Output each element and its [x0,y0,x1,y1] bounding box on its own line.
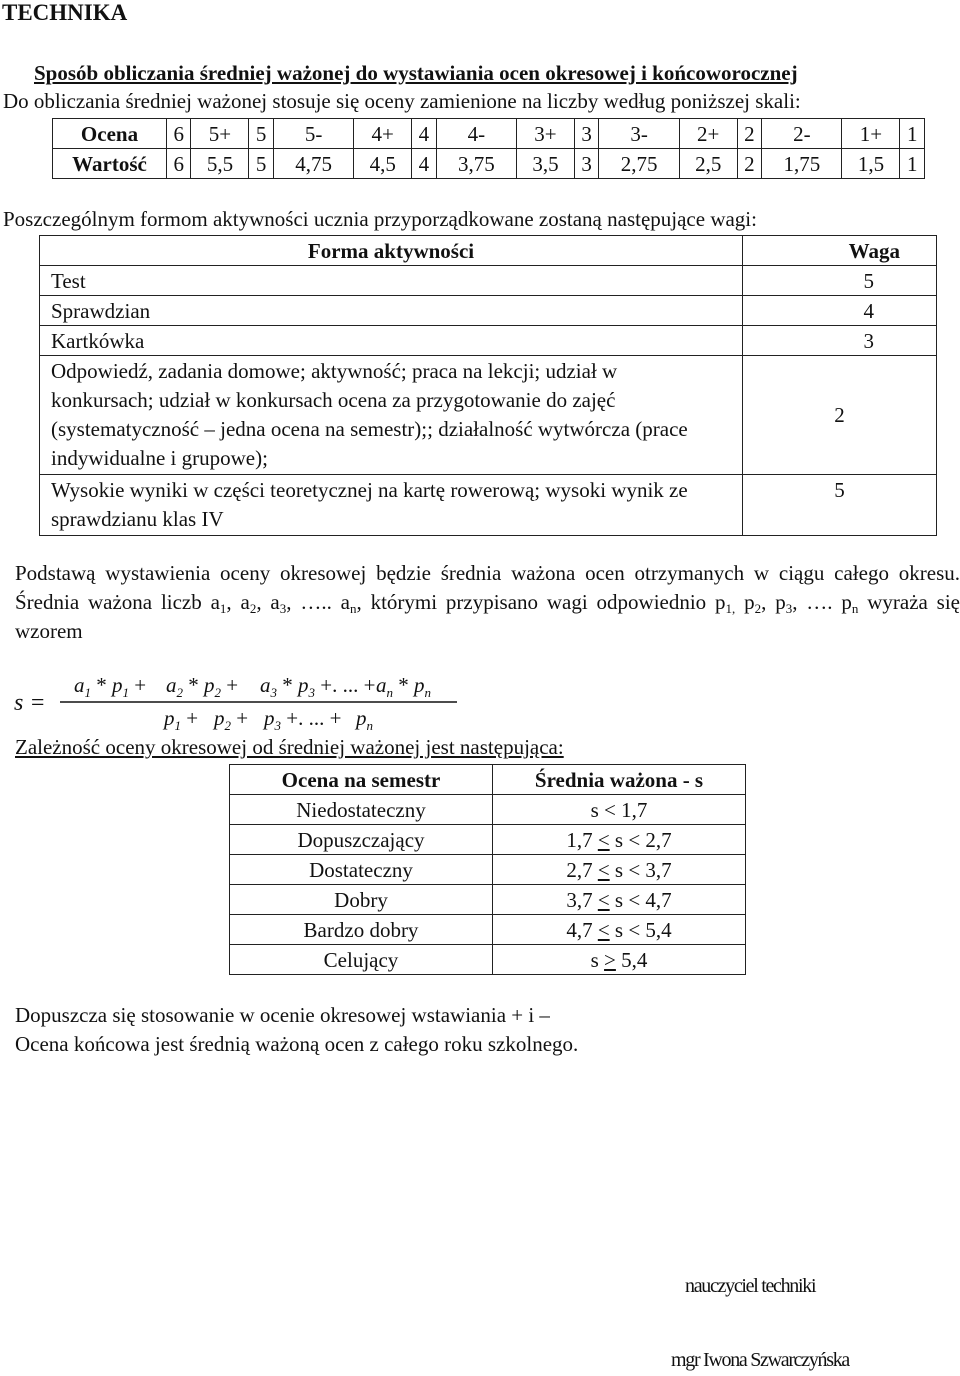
header-form: Forma aktywności [40,236,743,266]
weights-intro-text: Poszczególnym formom aktywności ucznia przyporządkowane zostaną następujące wagi: [3,207,757,231]
value-cell: 1,5 [842,149,900,179]
grade-name-cell: Niedostateczny [230,795,493,825]
para-text: , którymi przypisano wagi odpowiednio p [356,590,726,614]
table-row [230,915,746,945]
value-cell: 5,5 [191,149,249,179]
header-grade: Ocena na semestr [230,765,493,795]
range-symbol: > [604,947,616,972]
value-cell: 4,5 [354,149,412,179]
weight-cell: 5 [743,266,937,296]
para-text: Podstawą wystawienia oceny okresowej będzie średnia ważona ocen otrzymanych w ciągu całego okresu. Średnia ważona liczb a [15,561,960,614]
range-text: 2,7 [566,857,598,882]
table-row [40,356,937,475]
para-subscript: 1 [219,601,227,616]
range-cell [493,945,746,975]
range-symbol: < [597,887,610,912]
grades-intro-text: Zależność oceny okresowej od średniej ważonej jest następująca: [15,735,564,759]
table-row [230,855,746,885]
grade-cell: 4- [436,119,516,149]
value-cell: 6 [167,149,191,179]
value-cell: 3,5 [516,149,574,179]
signature-name: mgr Iwona Szwarczyńska [671,1349,849,1371]
value-row-header: Wartość [53,149,167,179]
term-text: $a_3 * p_3$ +. ... + [260,673,376,700]
grade-cell: 4+ [354,119,412,149]
numerator-term [166,673,238,700]
denominator-term [162,706,198,732]
numerator-term [260,673,375,700]
denominator-term [262,706,341,732]
para-subscript: 3 [785,601,793,616]
grade-name-cell: Celujący [230,945,493,975]
value-cell: 1 [900,149,925,179]
term-text: $a_2 * p_2$ + [166,673,239,700]
para-subscript: n [349,601,357,616]
formula-intro-paragraph [15,559,960,646]
para-subscript: n [851,601,859,616]
value-cell: 4,75 [273,149,353,179]
note-plus-minus: Dopuszcza się stosowanie w ocenie okresowej wstawiania + i – [15,1003,550,1027]
signature-role: nauczyciel techniki [685,1275,816,1297]
range-symbol: < [597,857,610,882]
grade-cell: 1+ [842,119,900,149]
range-text: 4,7 [566,917,598,942]
grade-name-cell: Dobry [230,885,493,915]
range-cell [493,825,746,855]
para-text: wyraża się wzorem [15,590,960,643]
term-text: $a_n * p_n$ [376,673,431,700]
grade-cell: 1 [900,119,925,149]
form-cell: Kartkówka [40,326,743,356]
para-text: , a [256,590,280,614]
range-text: 1,7 [566,827,598,852]
value-cell: 2,5 [679,149,737,179]
formula-lhs: s = [14,690,46,716]
range-text: s [590,947,605,972]
grade-cell: 5 [249,119,273,149]
value-cell: 1,75 [762,149,842,179]
grade-cell: 2- [762,119,842,149]
weights-table [39,235,937,536]
grade-name-cell: Dopuszczający [230,825,493,855]
range-text: s < 1,7 [590,797,648,822]
range-text: s < 4,7 [609,887,672,912]
table-header-row [40,236,937,266]
table-row [40,296,937,326]
value-cell: 3 [574,149,598,179]
value-cell: 4 [412,149,436,179]
range-symbol: < [597,917,610,942]
denominator-term [212,706,248,732]
grade-scale-table [52,118,925,179]
grade-cell: 2+ [679,119,737,149]
para-subscript: 1, [725,601,736,616]
grade-cell: 3- [599,119,679,149]
table-row [230,945,746,975]
term-text: $p_n$ [356,706,373,732]
weight-cell: 5 [743,475,937,536]
scale-intro-text: Do obliczania średniej ważonej stosuje się oceny zamienione na liczby według poniższej skali: [3,89,801,113]
value-cell: 3,75 [436,149,516,179]
value-cell: 2,75 [599,149,679,179]
weight-cell: 2 [743,356,937,475]
note-final-grade: Ocena końcowa jest średnią ważoną ocen z całego roku szkolnego. [15,1032,579,1056]
range-cell [493,855,746,885]
table-row [230,825,746,855]
term-text: $p_3$ +. ... + [264,706,342,732]
formula-denominator [162,706,373,732]
formula-numerator [74,673,431,700]
section-title: Sposób obliczania średniej ważonej do wystawiania ocen okresowej i końcoworocznej [34,61,798,85]
para-text: , …. p [792,590,852,614]
grade-row-header: Ocena [53,119,167,149]
range-text: s < 5,4 [609,917,672,942]
form-cell: Test [40,266,743,296]
form-cell: Sprawdzian [40,296,743,326]
table-row [40,475,937,536]
range-cell [493,795,746,825]
grade-name-cell: Dostateczny [230,855,493,885]
grade-cell: 5- [273,119,353,149]
grade-row [53,119,925,149]
table-row [230,885,746,915]
table-row [230,795,746,825]
numerator-term [74,673,146,700]
form-cell: Wysokie wyniki w części teoretycznej na kartę rowerową; wysoki wynik ze sprawdzianu klas IV [40,475,743,536]
table-row [40,326,937,356]
denominator-term [354,706,373,732]
para-subscript: 2 [754,601,762,616]
numerator-term [376,673,431,700]
para-text: , p [761,590,786,614]
table-row [40,266,937,296]
header-average: Średnia ważona - s [493,765,746,795]
grade-cell: 4 [412,119,436,149]
grade-cell: 2 [737,119,761,149]
term-text: $p_1$ + [164,706,199,732]
grade-cell: 6 [167,119,191,149]
para-text: , ….. a [286,590,350,614]
weight-cell: 3 [743,326,937,356]
weighted-average-formula [14,670,474,732]
grade-cell: 5+ [191,119,249,149]
range-cell [493,885,746,915]
range-text: s < 3,7 [609,857,672,882]
header-weight: Waga [743,236,937,266]
range-text: s < 2,7 [609,827,672,852]
para-text: , a [226,590,250,614]
grade-cell: 3 [574,119,598,149]
page-heading: TECHNIKA [2,0,128,25]
value-cell: 2 [737,149,761,179]
range-text: 3,7 [566,887,598,912]
value-row [53,149,925,179]
range-text: 5,4 [615,947,648,972]
range-symbol: < [597,827,610,852]
grade-cell: 3+ [516,119,574,149]
grades-table [229,764,746,975]
para-subscript: 3 [279,601,287,616]
weight-cell: 4 [743,296,937,326]
para-text: p [735,590,755,614]
table-header-row [230,765,746,795]
para-subscript: 2 [249,601,257,616]
grade-name-cell: Bardzo dobry [230,915,493,945]
term-text: $p_2$ + [214,706,249,732]
range-cell [493,915,746,945]
form-cell: Odpowiedź, zadania domowe; aktywność; praca na lekcji; udział w konkursach; udział w konkursach ocena za przygotowanie do zajęć (systematyczność – jedna ocena na semestr);; działalność wytwórcza (prace indywidualne i grupowe); [40,356,743,475]
term-text: $a_1 * p_1$ + [74,673,147,700]
value-cell: 5 [249,149,273,179]
